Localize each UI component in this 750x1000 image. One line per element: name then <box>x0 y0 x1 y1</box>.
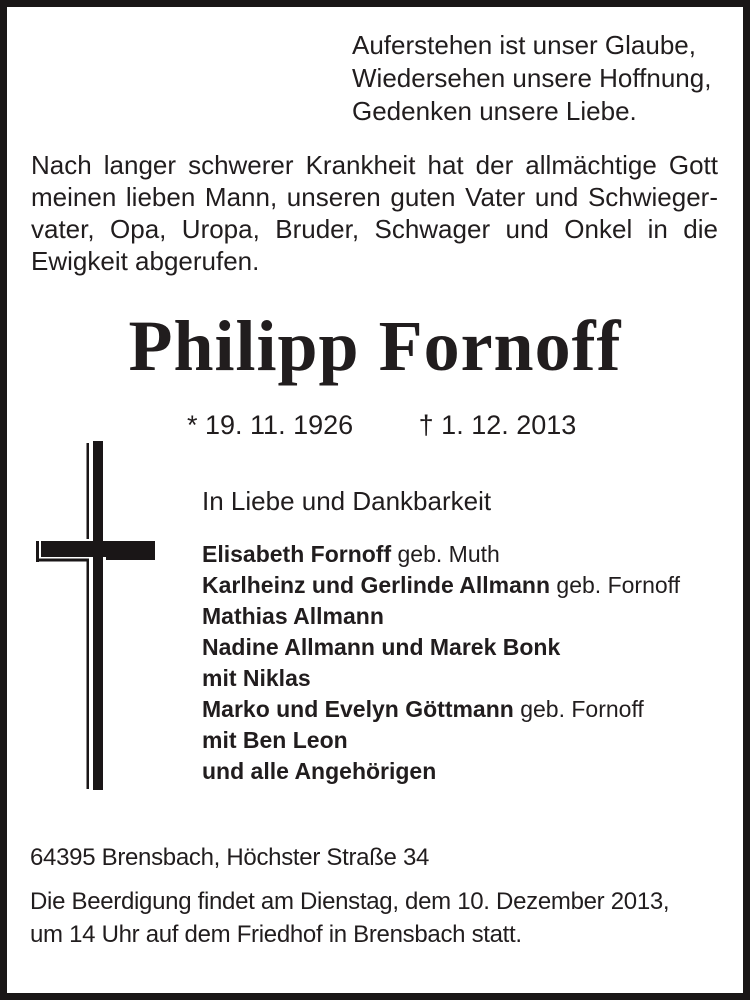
verse-line: Wiedersehen unsere Hoffnung, <box>352 63 712 93</box>
death-date: † 1. 12. 2013 <box>418 410 577 440</box>
life-dates <box>187 408 576 442</box>
mourner-name: und alle Angehörigen <box>202 758 437 784</box>
mourner-row <box>202 756 680 787</box>
birth-date: * 19. 11. 1926 <box>187 410 354 440</box>
mourner-suffix: geb. Muth <box>391 541 500 567</box>
mourner-row <box>202 725 680 756</box>
mourner-suffix: geb. Fornoff <box>513 696 644 722</box>
mourner-name: mit Ben Leon <box>202 727 348 753</box>
deceased-name: Philipp Fornoff <box>128 306 622 386</box>
tribute-line: In Liebe und Dankbarkeit <box>202 486 492 516</box>
mourner-name: Karlheinz und Gerlinde Allmann <box>202 572 551 598</box>
mourner-row <box>202 663 680 694</box>
verse-line: Auferstehen ist unser Glaube, <box>352 30 696 60</box>
mourner-suffix: geb. Fornoff <box>550 572 681 598</box>
mourner-name: Nadine Allmann und Marek Bonk <box>202 634 561 660</box>
intro-line: Ewigkeit abgerufen. <box>31 246 260 276</box>
mourner-row <box>202 539 680 570</box>
mourner-row <box>202 570 680 601</box>
funeral-line: Die Beerdigung findet am Dienstag, dem 10. Dezember 2013, <box>30 888 670 915</box>
mourner-name: Mathias Allmann <box>202 603 384 629</box>
mourner-name: Elisabeth Fornoff <box>202 541 392 567</box>
funeral-info <box>30 885 669 951</box>
opening-verse <box>352 29 711 128</box>
mourner-row <box>202 601 680 632</box>
mourner-row <box>202 694 680 725</box>
intro-paragraph <box>31 149 718 277</box>
mourner-row <box>202 632 680 663</box>
address-line: 64395 Brensbach, Höchster Straße 34 <box>30 844 430 871</box>
funeral-line: um 14 Uhr auf dem Friedhof in Brensbach statt. <box>30 921 522 948</box>
verse-line: Gedenken unsere Liebe. <box>352 96 637 126</box>
intro-line: vater, Opa, Uropa, Bruder, Schwager und Onkel in die <box>31 214 718 244</box>
mourner-name: mit Niklas <box>202 665 311 691</box>
intro-line: Nach langer schwerer Krankheit hat der allmächtige Gott <box>31 150 718 180</box>
mourner-name: Marko und Evelyn Göttmann <box>202 696 514 722</box>
intro-line: meinen lieben Mann, unseren guten Vater und Schwieger- <box>31 182 718 212</box>
memorial-cross-icon <box>30 435 160 795</box>
mourners-list <box>202 539 680 787</box>
